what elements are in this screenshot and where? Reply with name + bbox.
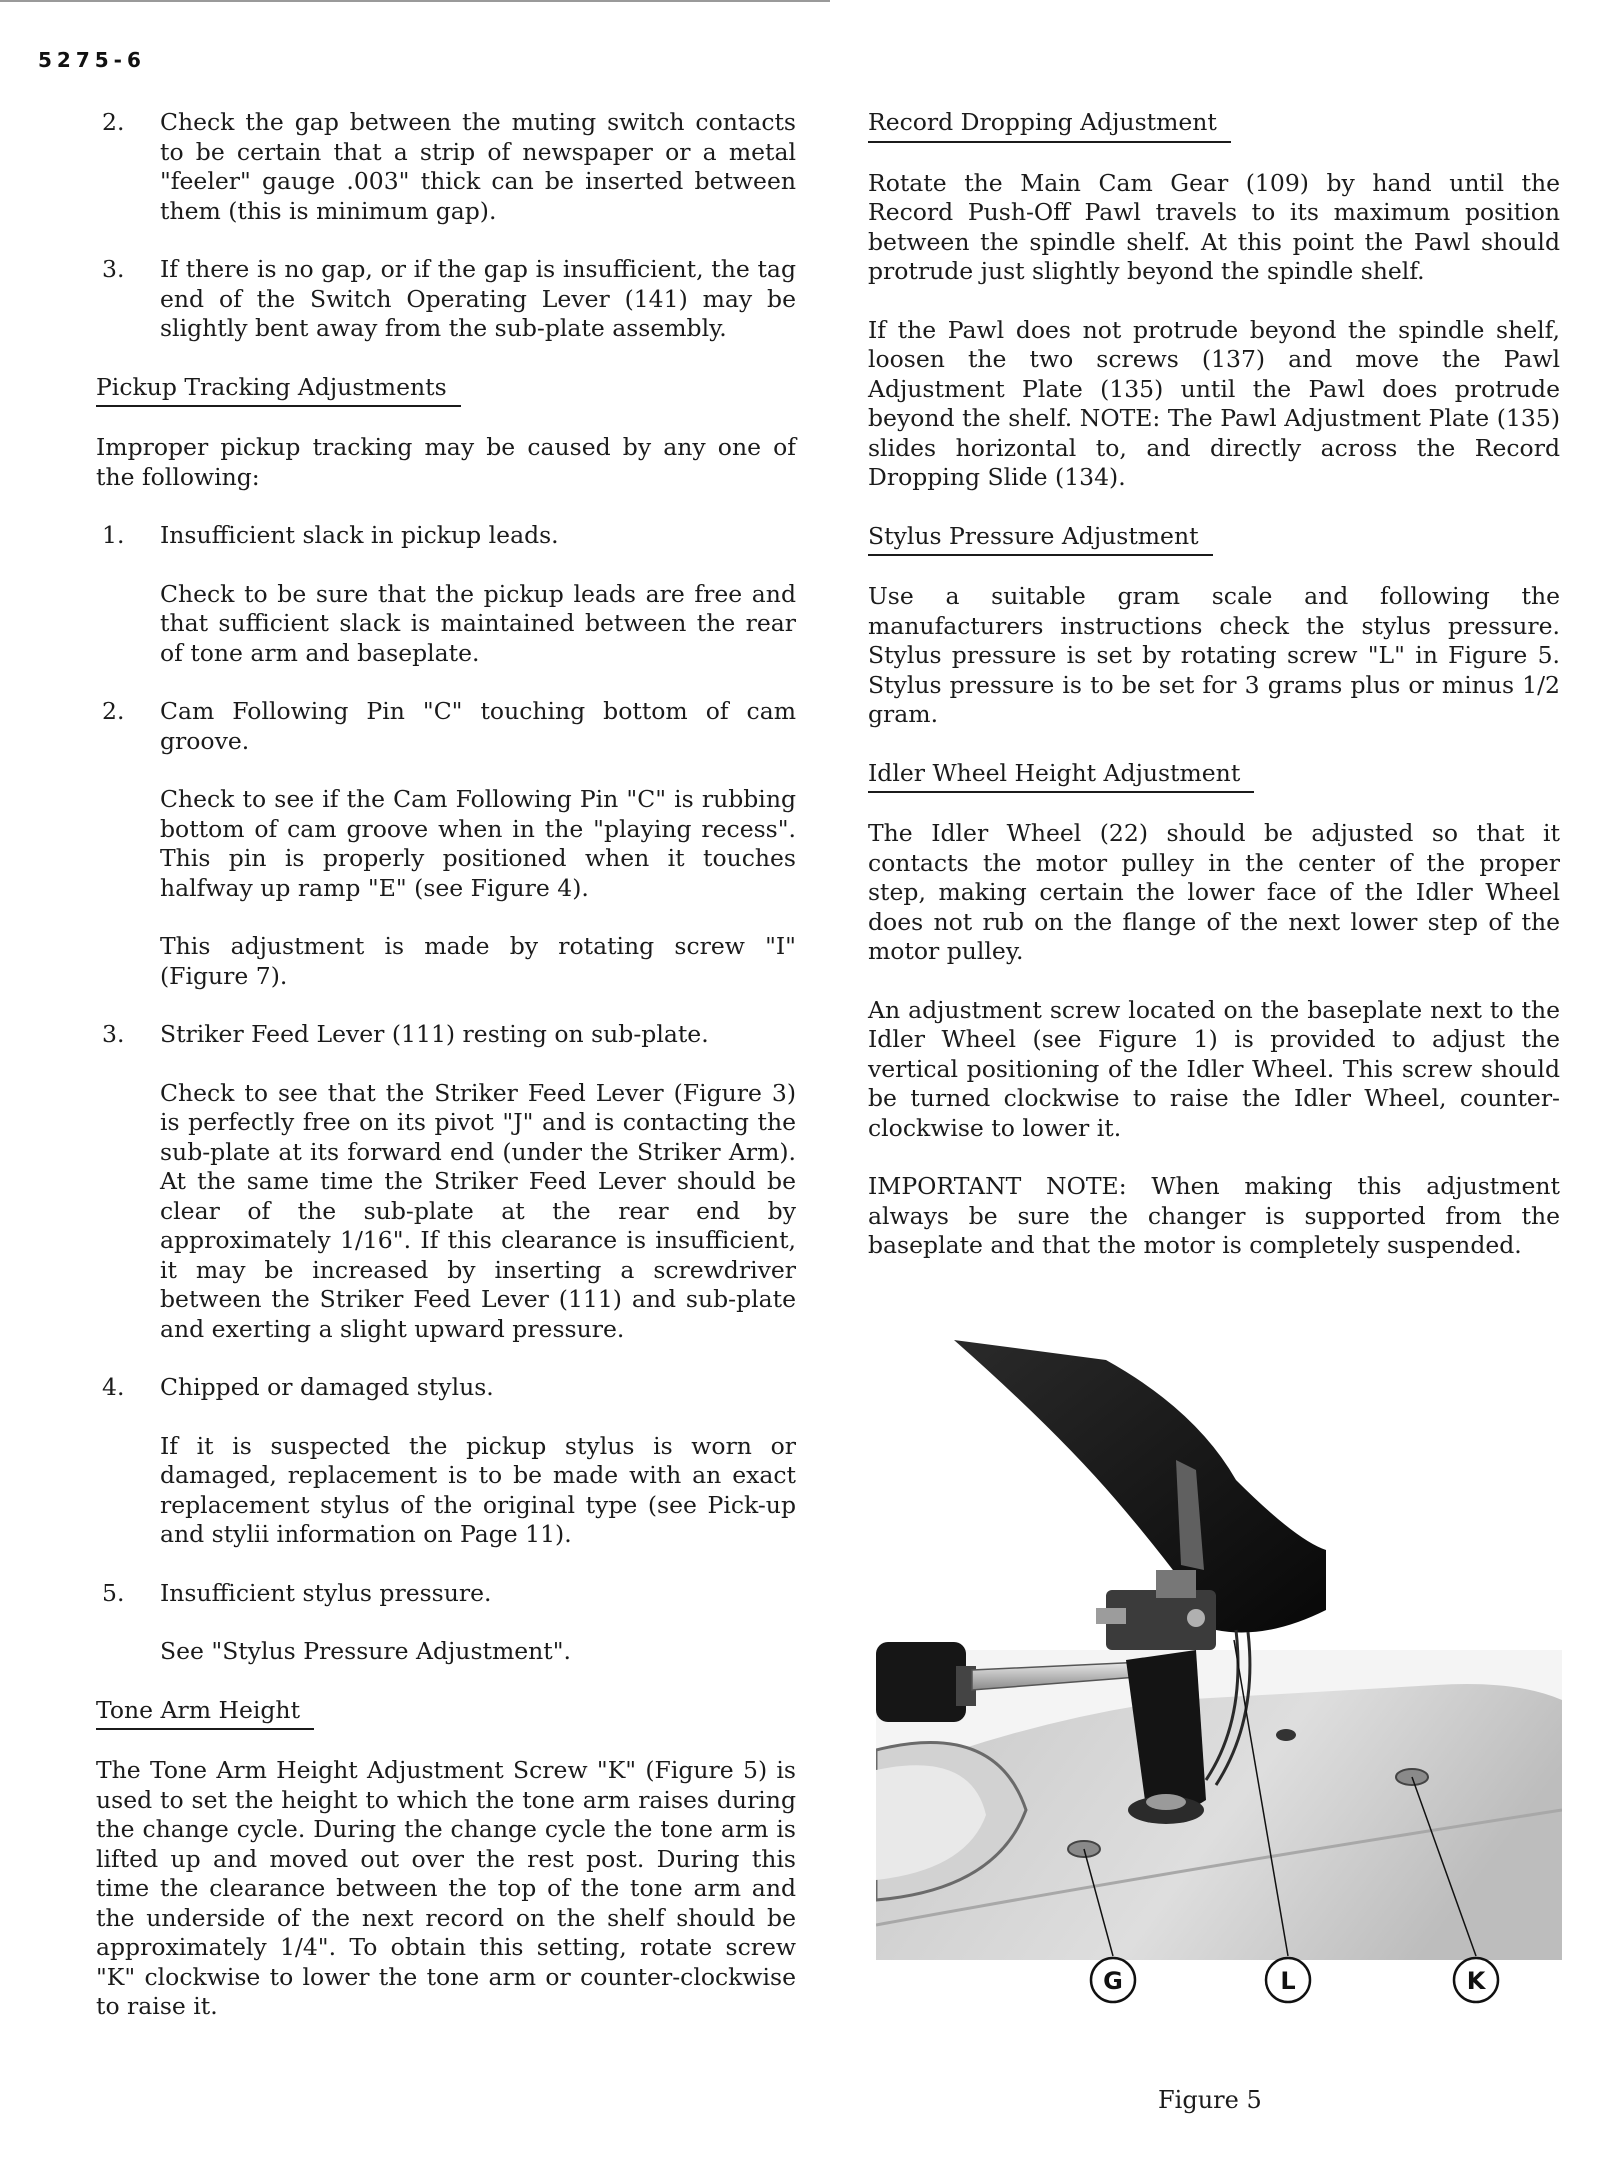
callout-label: G [1103, 1967, 1123, 1995]
item-detail: Check to be sure that the pickup leads are free and that sufficient slack is maintained between the rear of tone arm and baseplate. [160, 579, 796, 667]
list-item [96, 521, 796, 551]
list-item [96, 1579, 796, 1609]
page-number: 5275-6 [38, 48, 146, 72]
list-item [96, 1373, 796, 1403]
item-number: 4. [102, 1373, 125, 1401]
pickup-intro: Improper pickup tracking may be caused by any one of the following: [96, 433, 796, 491]
list-item [96, 108, 796, 226]
stylus-paragraph: Use a suitable gram scale and following the manufacturers instructions check the stylus pressure. Stylus pressure is set by rotating screw "L" in Figure 5. Stylus pressure is to be set for 3 grams plus or minus 1/2 gram. [868, 582, 1560, 728]
item-number: 3. [102, 255, 125, 283]
callout-label: K [1466, 1967, 1486, 1995]
important-note: IMPORTANT NOTE: When making this adjustment always be sure the changer is supported from the baseplate and that the motor is completely suspended. [868, 1172, 1560, 1259]
top-rule [0, 0, 830, 2]
tone-arm [954, 1340, 1326, 1633]
item-text: Cam Following Pin "C" touching bottom of cam groove. [160, 697, 796, 755]
item-detail: See "Stylus Pressure Adjustment". [160, 1637, 571, 1665]
item-detail: This adjustment is made by rotating screw "I" (Figure 7). [160, 932, 796, 990]
item-text: Chipped or damaged stylus. [160, 1373, 494, 1401]
record-paragraph: If the Pawl does not protrude beyond the spindle shelf, loosen the two screws (137) and move the Pawl Adjustment Plate (135) until the Pawl does protrude beyond the shelf. NOTE: The Pawl Adjustment Plate (135) slides horizontal to, and directly across the Record Dropping Slide (134). [868, 315, 1560, 491]
figure-caption: Figure 5 [1158, 2086, 1262, 2114]
idler-paragraph: The Idler Wheel (22) should be adjusted so that it contacts the motor pulley in the center of the proper step, making certain the lower face of the Idler Wheel does not rub on the flange of the next lower step of the motor pulley. [868, 819, 1560, 965]
item-detail: If it is suspected the pickup stylus is worn or damaged, replacement is to be made with an exact replacement stylus of the original type (see Pick-up and stylii information on Page 11). [160, 1431, 796, 1548]
item-number: 2. [102, 697, 125, 725]
list-item [96, 697, 796, 756]
screwdriver-handle [876, 1642, 966, 1722]
left-column [96, 108, 796, 2051]
figure-5-photo [876, 1340, 1562, 2040]
item-text: Insufficient stylus pressure. [160, 1578, 492, 1607]
item-text: If there is no gap, or if the gap is insufficient, the tag end of the Switch Operating Lever (141) may be slightly bent away from the sub-plate assembly. [160, 255, 796, 342]
item-detail: Check to see that the Striker Feed Lever (Figure 3) is perfectly free on its pivot "J" and is contacting the sub-plate at its forward end (under the Striker Arm). At the same time the Striker Feed Lever should be clear of the sub-plate at the rear end by approximately 1/16". If this clearance is insufficient, it may be increased by inserting a screwdriver between the Striker Feed Lever (111) and sub-plate and exerting a slight upward pressure. [160, 1078, 796, 1343]
item-text: Striker Feed Lever (111) resting on sub-plate. [160, 1020, 709, 1048]
item-number: 2. [102, 108, 125, 136]
section-heading-stylus-pressure: Stylus Pressure Adjustment [868, 522, 1213, 557]
tone-arm-text: The Tone Arm Height Adjustment Screw "K" (Figure 5) is used to set the height to which the tone arm raises during the change cycle. During the change cycle the tone arm is lifted up and moved out over the rest post. During this time the clearance between the top of the tone arm and the underside of the next record on the shelf should be approximately 1/4". To obtain this setting, rotate screw "K" clockwise to lower the tone arm or counter-clockwise to raise it. [96, 1756, 796, 2020]
callout-label: L [1280, 1967, 1296, 1995]
section-heading-record-dropping: Record Dropping Adjustment [868, 108, 1231, 143]
item-number: 5. [102, 1578, 125, 1607]
right-column [868, 108, 1560, 1290]
item-detail: Check to see if the Cam Following Pin "C" is rubbing bottom of cam groove when in the "playing recess". This pin is properly positioned when it touches halfway up ramp "E" (see Figure 4). [160, 785, 796, 902]
section-heading-tone-arm-height: Tone Arm Height [96, 1696, 314, 1731]
list-item [96, 1020, 796, 1050]
record-paragraph: Rotate the Main Cam Gear (109) by hand until the Record Push-Off Pawl travels to its maximum position between the spindle shelf. At this point the Pawl should protrude just slightly beyond the spindle shelf. [868, 168, 1560, 285]
item-number: 3. [102, 1020, 125, 1048]
item-number: 1. [102, 521, 125, 549]
section-heading-idler-wheel: Idler Wheel Height Adjustment [868, 759, 1254, 794]
idler-paragraph: An adjustment screw located on the baseplate next to the Idler Wheel (see Figure 1) is provided to adjust the vertical positioning of the Idler Wheel. This screw should be turned clockwise to raise the Idler Wheel, counter-clockwise to lower it. [868, 995, 1560, 1142]
section-heading-pickup-tracking: Pickup Tracking Adjustments [96, 373, 461, 408]
list-item [96, 255, 796, 344]
item-text: Insufficient slack in pickup leads. [160, 521, 559, 549]
item-text: Check the gap between the muting switch contacts to be certain that a strip of newspaper or a metal "feeler" gauge .003" thick can be inserted between them (this is minimum gap). [160, 108, 796, 225]
